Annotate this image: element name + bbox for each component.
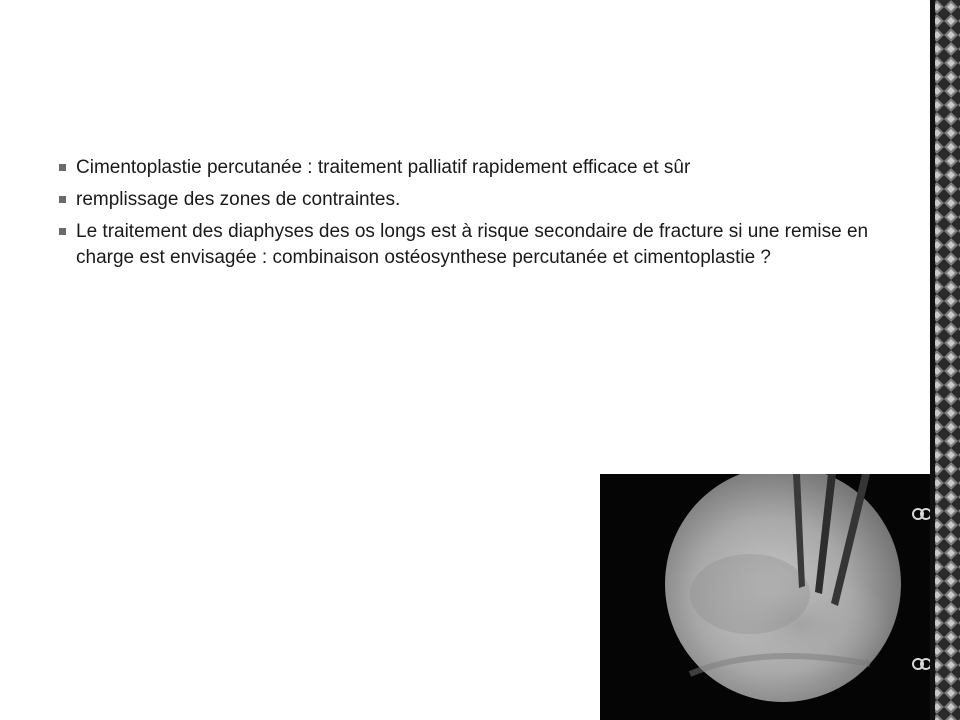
bullet-text: Le traitement des diaphyses des os longs est à risque secondaire de fracture si une remise en charge est envisagée : combinaison ostéosynthese percutanée et cimentoplastie ? [76, 221, 869, 268]
square-bullet-icon [59, 196, 66, 203]
bullet-text: Cimentoplastie percutanée : traitement palliatif rapidement efficace et sûr [76, 157, 691, 178]
decorative-border [930, 0, 960, 720]
pattern-graphic [930, 0, 960, 720]
bullet-item [58, 219, 898, 271]
bullet-list [58, 155, 898, 277]
bullet-item [58, 155, 898, 181]
square-bullet-icon [59, 164, 66, 171]
bullet-item [58, 187, 898, 213]
xray-illustration [600, 474, 930, 720]
fluoroscopy-image [600, 474, 930, 720]
square-bullet-icon [59, 228, 66, 235]
bullet-text: remplissage des zones de contraintes. [76, 189, 401, 210]
